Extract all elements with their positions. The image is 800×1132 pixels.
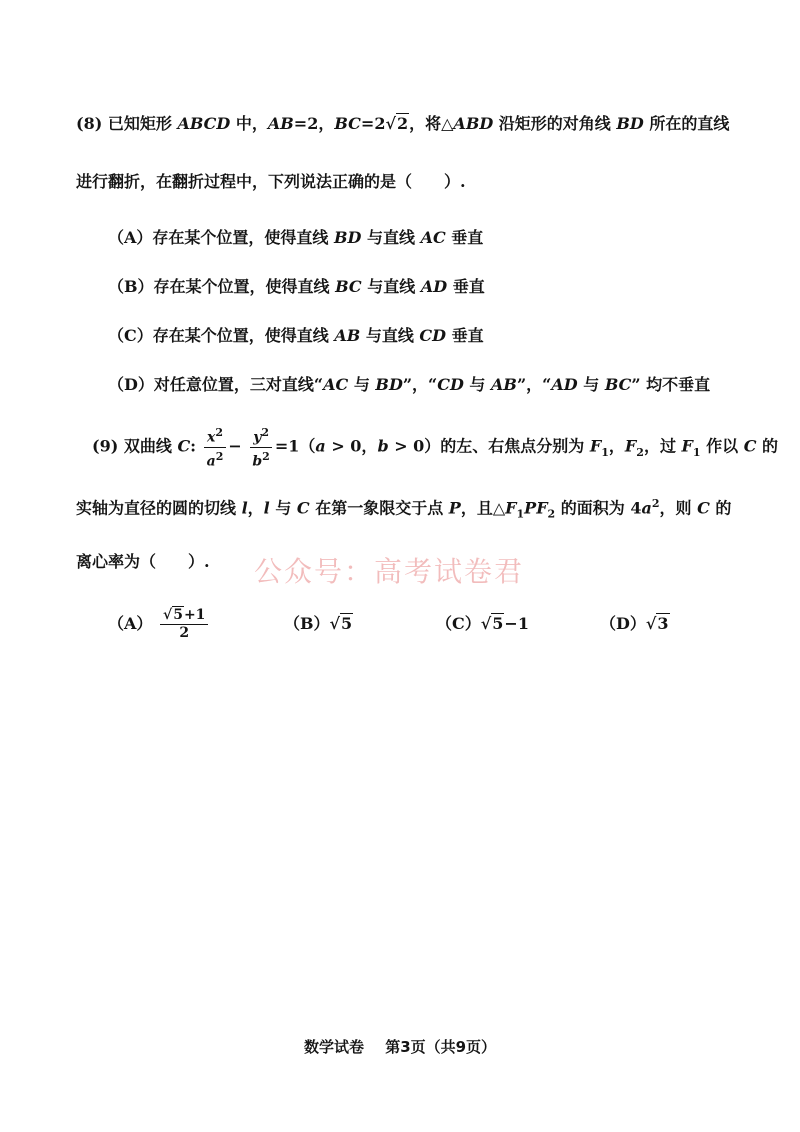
sqrt-expression (646, 614, 670, 634)
q9-text: > 0）的左、右焦点分别为 (388, 436, 590, 456)
q8-text: 所在的直线 (643, 114, 730, 133)
subscript: 1 (516, 507, 525, 521)
option-label: （D） (108, 375, 154, 394)
option-math: AC (420, 228, 446, 247)
q9-math: PF (524, 498, 548, 518)
option-text: ”，“ (516, 375, 552, 394)
option-math: CD (419, 326, 447, 345)
option-math: AD (551, 375, 578, 394)
q9-text: ，且△ (460, 498, 506, 518)
frac-den: a (206, 453, 216, 470)
q9-math: l (263, 498, 270, 518)
frac-den: b (252, 453, 263, 470)
option-text: 垂直 (446, 326, 484, 345)
radical-sign: √ (329, 614, 341, 633)
option-text: −1 (504, 614, 529, 633)
fraction-sqrt5-plus-1-over-2 (160, 607, 208, 642)
radicand: 5 (492, 614, 504, 633)
option-text: 存在某个位置，使得直线 (152, 228, 334, 247)
option-text: 存在某个位置，使得直线 (153, 277, 336, 296)
minus-sign: − (228, 436, 242, 456)
radical-sign: √ (385, 114, 396, 133)
subscript: 2 (547, 507, 556, 521)
q9-line-3: 离心率为（ ）. (76, 552, 210, 571)
q9-math: P (448, 498, 461, 518)
footer-page-number: 第3页（共9页） (385, 1038, 497, 1056)
option-math: BD (334, 228, 362, 247)
q8-option-a[interactable] (108, 228, 483, 248)
q9-line-1 (92, 424, 778, 473)
option-math: AD (420, 277, 448, 296)
q8-option-b[interactable] (108, 277, 485, 297)
option-label: （C） (108, 326, 153, 345)
page-footer (0, 1036, 800, 1057)
q9-option-a[interactable] (108, 606, 210, 642)
fraction-y2-b2 (249, 424, 272, 470)
q9-text: =1（ (274, 436, 316, 456)
sqrt-expression (481, 614, 505, 634)
option-math: CD (437, 375, 464, 394)
q8-text: 已知矩形 (107, 114, 178, 133)
q8-math: ABCD (177, 114, 231, 133)
q9-math: a (641, 498, 652, 518)
q9-math: C (177, 436, 191, 456)
option-text: 与直线 (360, 326, 420, 345)
sqrt-expression (330, 614, 354, 634)
sqrt-expression (385, 114, 409, 134)
q9-math: F (624, 436, 637, 456)
footer-subject: 数学试卷 (303, 1038, 364, 1056)
frac-num: x (207, 429, 216, 446)
q8-math: BC (334, 114, 361, 133)
watermark: 公众号：高考试卷君 (254, 555, 525, 588)
exponent: 2 (261, 426, 269, 439)
q9-option-c[interactable] (436, 614, 529, 634)
q9-text: ，过 (643, 436, 682, 456)
q8-option-d[interactable] (108, 375, 710, 395)
q9-text: 作以 (700, 436, 744, 456)
option-label: （A） (108, 228, 153, 247)
q9-text: 在第一象限交于点 (309, 498, 449, 518)
q9-number: (9) (92, 436, 119, 456)
q9-option-d[interactable] (600, 614, 670, 634)
q8-math: AB (267, 114, 294, 133)
q9-line-2 (76, 494, 731, 525)
q8-line-1 (76, 114, 729, 134)
q8-text: 中， (230, 114, 268, 133)
q9-text: ， (247, 498, 264, 518)
q9-math: F (505, 498, 517, 518)
option-math: BC (604, 375, 632, 394)
q9-text: 的 (756, 436, 778, 456)
radical-sign: √ (480, 614, 492, 633)
option-text: 与 (577, 375, 605, 394)
q8-line-2: 进行翻折，在翻折过程中，下列说法正确的是（ ）. (76, 172, 466, 191)
frac-den: 2 (179, 625, 190, 641)
q8-text: =2 (360, 114, 386, 133)
option-math: AB (491, 375, 517, 394)
radicand: 5 (173, 607, 183, 623)
option-text: ”，“ (402, 375, 438, 394)
option-text: 与直线 (361, 277, 421, 296)
q9-text: 与 (269, 498, 297, 518)
q8-number: (8) (76, 114, 103, 133)
option-text: 垂直 (445, 228, 484, 247)
exponent: 2 (215, 449, 224, 463)
q8-math: ABD (453, 114, 494, 133)
option-text: 存在某个位置，使得直线 (152, 326, 335, 345)
q9-text: : (190, 436, 197, 456)
q9-text: 双曲线 (123, 436, 178, 456)
q9-text: 的 (709, 498, 732, 518)
q9-text: ，则 (659, 498, 698, 518)
option-text: 与直线 (361, 228, 421, 247)
q8-option-c[interactable] (108, 326, 484, 346)
option-label: （A） (108, 614, 153, 633)
radicand: 2 (396, 114, 409, 133)
exponent: 2 (262, 449, 270, 463)
option-label: （D） (600, 614, 646, 633)
q9-math: C (296, 498, 310, 518)
sqrt-expression (163, 607, 184, 624)
radical-sign: √ (163, 607, 173, 623)
option-text: 对任意位置，三对直线“ (153, 375, 324, 394)
q9-math: a (315, 436, 326, 456)
q8-math: BD (616, 114, 644, 133)
exponent: 2 (651, 497, 660, 510)
option-text: ” 均不垂直 (631, 375, 711, 394)
frac-num: y (253, 429, 262, 446)
q9-text: 实轴为直径的圆的切线 (76, 498, 242, 518)
q9-text: 的面积为 4 (555, 498, 642, 518)
radical-sign: √ (645, 614, 657, 633)
option-label: （B） (284, 614, 330, 633)
option-math: AB (334, 326, 361, 345)
q8-text: 沿矩形的对角线 (493, 114, 617, 133)
option-math: BD (375, 375, 403, 394)
q9-option-b[interactable] (284, 614, 353, 634)
option-label: （B） (108, 277, 154, 296)
q9-math: F (589, 436, 602, 456)
subscript: 1 (692, 445, 701, 459)
option-text: 与 (348, 375, 376, 394)
q8-text: =2， (293, 114, 335, 133)
subscript: 2 (636, 445, 644, 459)
q9-math: C (697, 498, 710, 518)
option-math: AC (323, 375, 349, 394)
exponent: 2 (215, 426, 224, 439)
q9-math: b (377, 436, 389, 456)
q9-text: > 0， (325, 436, 378, 456)
q9-math: F (681, 436, 693, 456)
option-label: （C） (436, 614, 481, 633)
option-text: 垂直 (447, 277, 485, 296)
radicand: 3 (657, 614, 669, 633)
option-math: BC (335, 277, 362, 296)
q9-text: ， (608, 436, 625, 456)
radicand: 5 (341, 614, 353, 633)
q9-math: C (743, 436, 757, 456)
option-text: 与 (463, 375, 492, 394)
fraction-x2-a2 (204, 424, 227, 470)
subscript: 1 (601, 445, 609, 459)
option-text: +1 (183, 607, 206, 623)
q8-text: ，将△ (409, 114, 454, 133)
q9-math: l (241, 498, 248, 518)
